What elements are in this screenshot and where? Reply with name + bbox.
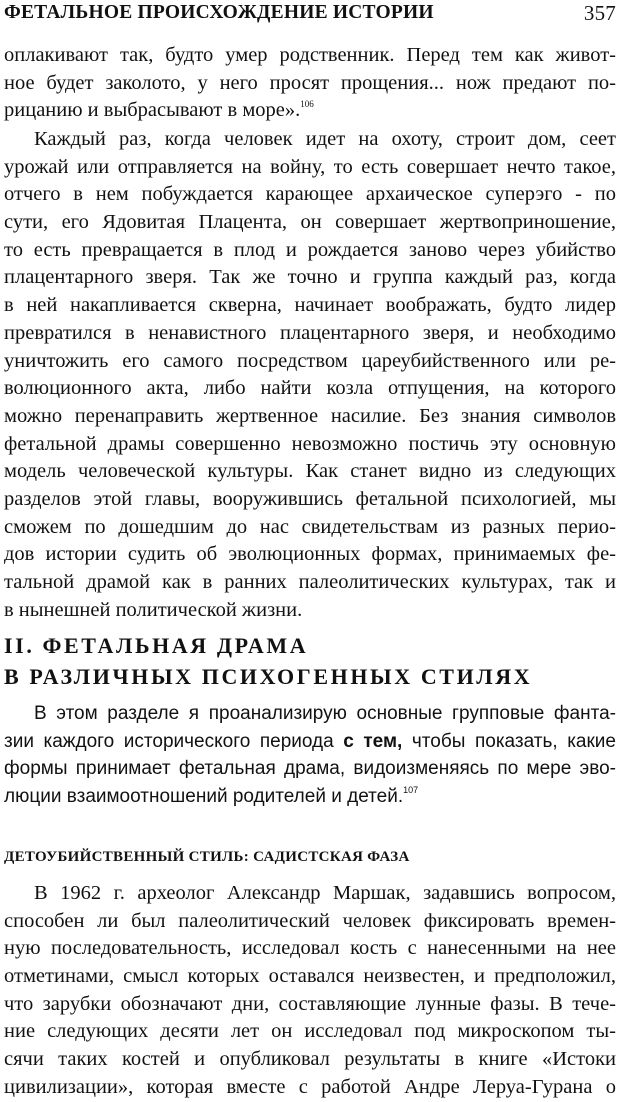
- paragraph-section-intro: [4, 700, 616, 811]
- text-line: ную последовательность, исследовал кость с нанесенными на нее: [4, 937, 616, 960]
- text-line: в нынешней политической жизни.: [4, 598, 303, 621]
- text-line: сячи таких костей и опубликовал результаты в книге «Истоки: [4, 1048, 616, 1071]
- section-heading-line: В РАЗЛИЧНЫХ ПСИХОГЕННЫХ СТИЛЯХ: [4, 664, 533, 689]
- text-line: отчего в нем побуждается карающее архаическое суперэго - по: [4, 183, 616, 206]
- text-line: в ней накапливается скверна, начинает воображать, будто лидер: [4, 294, 616, 317]
- running-head-title: ФЕТАЛЬНОЕ ПРОИСХОЖДЕНИЕ ИСТОРИИ: [4, 2, 434, 23]
- text-fragment: чтобы показать, какие: [402, 730, 616, 752]
- text-line: ное будет заколото, у него просят прощения... нож предают по-: [4, 71, 616, 94]
- text-line: оплакивают так, будто умер родственник. Перед тем как живот-: [4, 44, 616, 66]
- text-line: формы принимает фетальная драма, видоизменяясь по мере эво-: [4, 758, 616, 780]
- subsection-heading: ДЕТОУБИЙСТВЕННЫЙ СТИЛЬ: САДИСТСКАЯ ФАЗА: [4, 849, 410, 865]
- text-line: [4, 728, 616, 756]
- section-heading: [4, 630, 616, 692]
- text-line-content: рицанию и выбрасывают в море».: [4, 99, 301, 122]
- text-line-content: люции взаимоотношений родителей и детей.: [4, 786, 404, 808]
- text-line: можно перенаправить жертвенное насилие. Без знания символов: [4, 404, 616, 427]
- paragraph-main: [4, 126, 616, 624]
- text-line: плацентарного зверя. Так же точно и группа каждый раз, когда: [4, 266, 616, 289]
- text-line: цивилизации», которая вместе с работой Андре Леруа-Гурана о: [4, 1075, 616, 1098]
- text-line: В этом разделе я проанализирую основные групповые фанта-: [34, 703, 616, 724]
- text-fragment: зии каждого исторического периода: [4, 730, 344, 752]
- text-line: разделов этой главы, вооружившись фетальной психологией, мы: [4, 487, 616, 510]
- text-line: [4, 783, 616, 811]
- paragraph-marshack: [4, 880, 616, 1102]
- text-line: модель человеческой культуры. Как станет видно из следующих: [4, 460, 616, 483]
- text-line: что зарубки обозначают дни, составляющие лунные фазы. В тече-: [4, 992, 616, 1015]
- text-line: уничтожить его самого посредством цареубийственного или ре-: [4, 349, 616, 372]
- text-line: сможем по дошедшим до нас свидетельствам из разных перио-: [4, 515, 616, 538]
- footnote-marker: 107: [403, 785, 419, 796]
- text-line: отметинами, смысл которых оставался неизвестен, и предположил,: [4, 965, 616, 988]
- running-head: [4, 0, 616, 28]
- text-line: [4, 97, 616, 125]
- text-line: В 1962 г. археолог Александр Маршак, задавшись вопросом,: [34, 882, 616, 904]
- text-line: фетальной драмы совершенно невозможно постичь эту основную: [4, 432, 616, 455]
- text-line: урожай или отправляется на войну, то есть совершает нечто такое,: [4, 155, 616, 178]
- text-line: волюционного акта, либо найти козла отпущения, на которого: [4, 377, 616, 400]
- text-line: способен ли был палеолитический человек фиксировать времен-: [4, 909, 616, 932]
- book-page: [4, 0, 616, 1098]
- text-line: сути, его Ядовитая Плацента, он совершает жертвоприношение,: [4, 211, 616, 234]
- text-line: то есть превращается в плод и рождается заново через убийство: [4, 238, 616, 261]
- footnote-marker: 106: [300, 99, 314, 110]
- bold-phrase: с тем,: [343, 730, 403, 752]
- text-line: ние следующих десяти лет он исследовал под микроскопом ты-: [4, 1020, 616, 1043]
- page-number: 357: [583, 1, 616, 25]
- text-line: Каждый раз, когда человек идет на охоту, строит дом, сеет: [34, 128, 616, 150]
- section-heading-line: II. ФЕТАЛЬНАЯ ДРАМА: [4, 633, 309, 658]
- text-line: тальной драмой как в ранних палеолитических культурах, так и: [4, 571, 616, 593]
- text-line: превратился в ненавистного плацентарного зверя, и необходимо: [4, 321, 616, 344]
- text-line: дов истории судить об эволюционных формах, принимаемых фе-: [4, 543, 616, 566]
- paragraph-continuation: [4, 42, 616, 125]
